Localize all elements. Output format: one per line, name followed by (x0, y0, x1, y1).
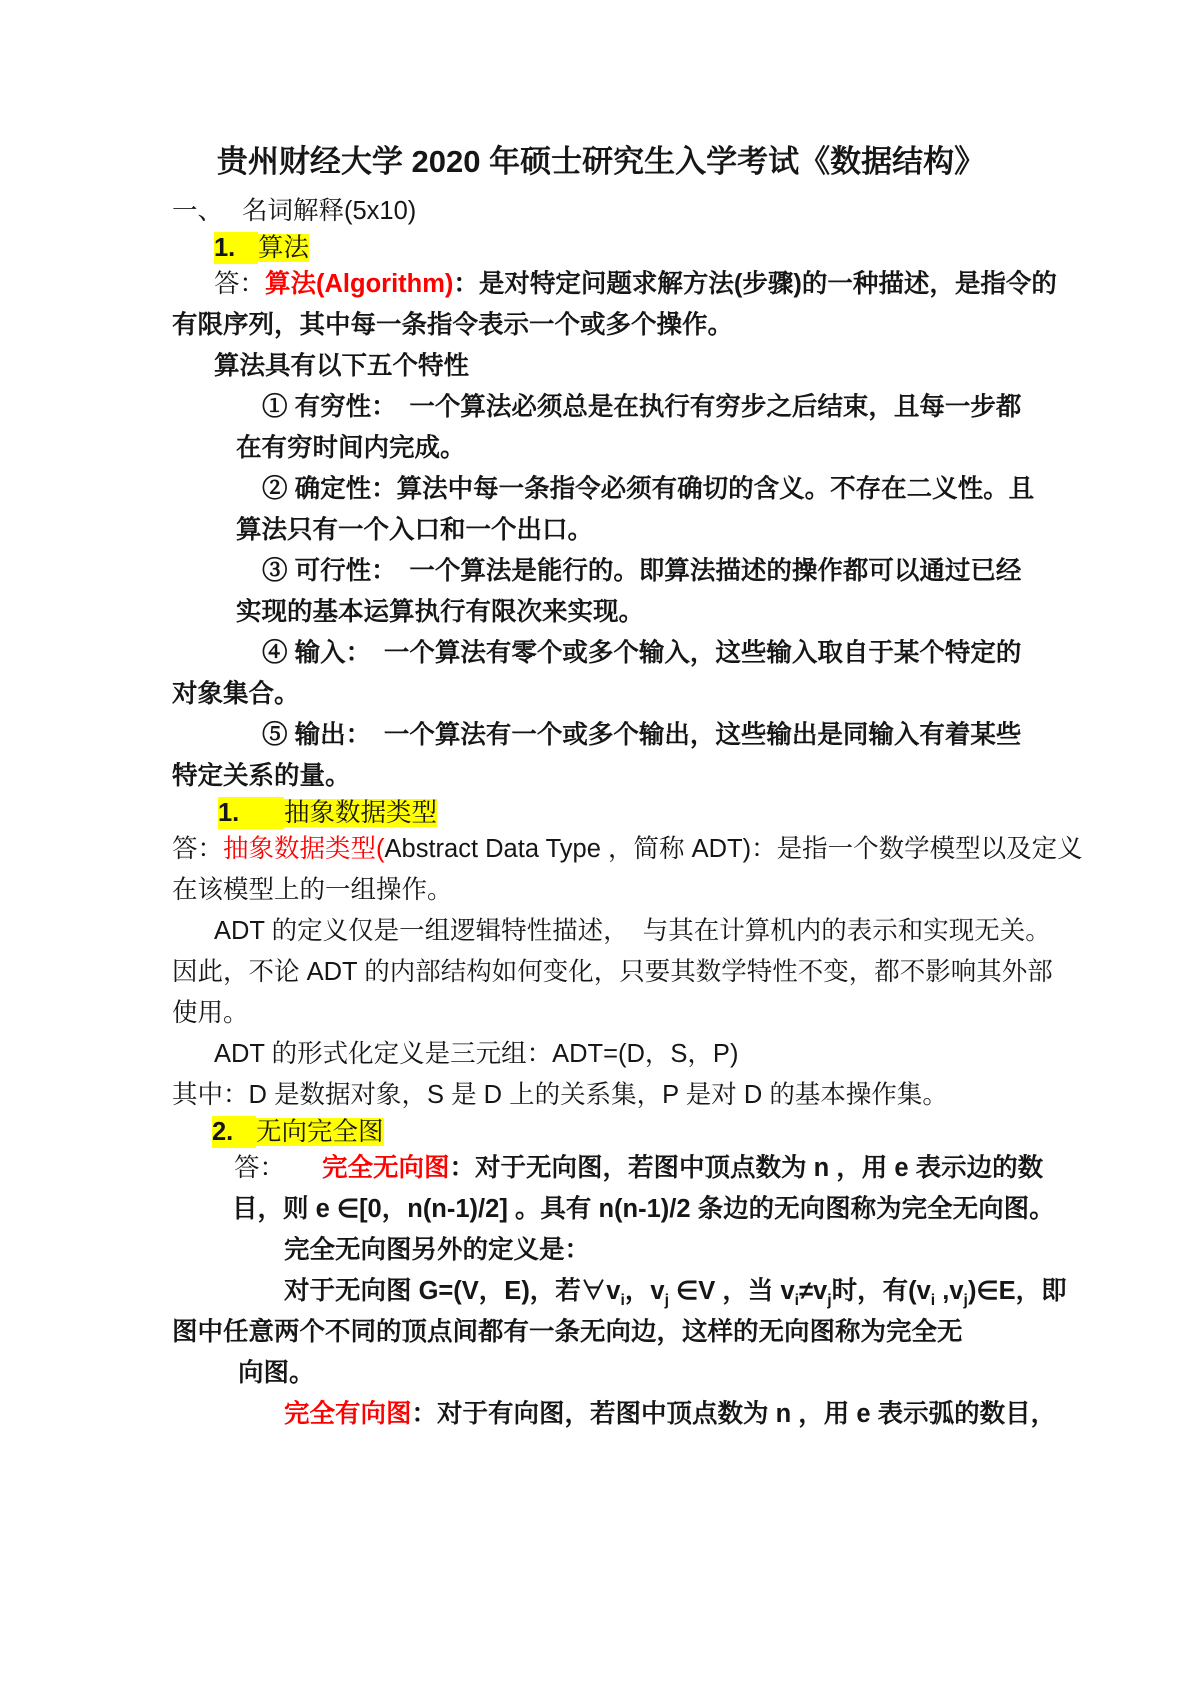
text-run: i (620, 1292, 625, 1310)
text-run: 目，则 e ∈[0，n(n-1)/2] 。具有 n(n-1)/2 条边的无向图称为完全无向图。 (232, 1195, 1055, 1223)
doc-line (262, 551, 1030, 592)
highlighted-text: 2. (212, 1116, 256, 1148)
doc-line (262, 633, 1030, 674)
doc-line (214, 911, 1051, 952)
doc-line (284, 1271, 1067, 1312)
text-run: j (827, 1292, 832, 1310)
text-run: 完全无向图另外的定义是： (284, 1236, 591, 1264)
text-run: 对于无向图 G=(V，E)，若∀v (284, 1277, 621, 1305)
highlighted-text: 无向完全图 (256, 1118, 384, 1146)
section-item-heading (212, 1116, 1030, 1148)
text-run: ⑤ 输出： 一个算法有一个或多个输出，这些输出是同输入有着某些 (262, 721, 1022, 749)
document-body (172, 191, 1083, 1435)
doc-line (172, 756, 1030, 797)
doc-line (262, 715, 1030, 756)
doc-line (172, 993, 1030, 1034)
text-run: 时，有(v (831, 1277, 931, 1305)
doc-line (214, 1034, 1030, 1075)
text-run: j (664, 1292, 669, 1310)
text-run: ADT 的形式化定义是三元组：ADT=(D，S，P) (214, 1040, 739, 1068)
text-run: ，v (624, 1277, 665, 1305)
text-run: 对象集合。 (172, 680, 300, 708)
text-run: )∈E，即 (967, 1277, 1067, 1305)
text-run: 算法具有以下五个特性 (214, 352, 470, 380)
text-run: 实现的基本运算执行有限次来实现。 (236, 598, 645, 626)
doc-line (172, 870, 1030, 911)
doc-line (284, 1230, 1030, 1271)
doc-line (284, 1394, 1057, 1435)
doc-line (236, 510, 1030, 551)
doc-line (236, 592, 1030, 633)
text-run: ③ 可行性： 一个算法是能行的。即算法描述的操作都可以通过已经 (262, 557, 1022, 585)
doc-line (262, 387, 1030, 428)
doc-line (214, 264, 1057, 305)
highlighted-text: 抽象数据类型 (284, 799, 438, 827)
doc-line (262, 469, 1035, 510)
term-text: 算法(Algorithm) (265, 270, 454, 298)
text-run: ADT 的定义仅是一组逻辑特性描述， 与其在计算机内的表示和实现无关。 (214, 917, 1051, 945)
doc-line (238, 1353, 1030, 1394)
doc-line (172, 952, 1053, 993)
text-run: 答： (172, 835, 224, 863)
text-run: ：对于无向图，若图中顶点数为 n ，用 e 表示边的数 (449, 1154, 1044, 1182)
text-run: 答： (234, 1154, 286, 1182)
text-run: ,v (935, 1277, 964, 1305)
doc-line (172, 829, 1083, 870)
document-title: 贵州财经大学 2020 年硕士研究生入学考试《数据结构》 (216, 144, 986, 179)
section-item-heading (218, 797, 1030, 829)
text-run: 在有穷时间内完成。 (236, 434, 466, 462)
text-run: 有限序列，其中每一条指令表示一个或多个操作。 (172, 311, 734, 339)
text-run: ：对于有向图，若图中顶点数为 n ，用 e 表示弧的数目， (411, 1400, 1057, 1428)
term-text: 完全无向图 (322, 1154, 450, 1182)
text-run: ② 确定性：算法中每一条指令必须有确切的含义。不存在二义性。且 (262, 475, 1035, 503)
doc-line (172, 674, 1030, 715)
text-run: 特定关系的量。 (172, 762, 351, 790)
doc-line (172, 305, 1030, 346)
term-text: 抽象数据类型( (223, 835, 385, 863)
text-run: 其中：D 是数据对象，S 是 D 上的关系集，P 是对 D 的基本操作集。 (172, 1081, 948, 1109)
doc-line (172, 1075, 1030, 1116)
doc-line (234, 1148, 1044, 1189)
text-run: 向图。 (238, 1359, 315, 1387)
text-run: ① 有穷性： 一个算法必须总是在执行有穷步之后结束，且每一步都 (262, 393, 1022, 421)
text-run: ：是对特定问题求解方法(步骤)的一种描述，是指令的 (453, 270, 1057, 298)
term-text: 完全有向图 (284, 1400, 412, 1428)
doc-line (172, 191, 1030, 232)
doc-line (236, 428, 1030, 469)
text-run: 答： (214, 270, 266, 298)
doc-line (214, 346, 1030, 387)
highlighted-text: 1. (214, 232, 258, 264)
text-run: 图中任意两个不同的顶点间都有一条无向边，这样的无向图称为完全无 (172, 1318, 963, 1346)
highlighted-text: 算法 (258, 234, 310, 262)
doc-line (232, 1189, 1055, 1230)
text-run: i (930, 1292, 936, 1310)
text-run: i (794, 1292, 800, 1310)
text-run: 一、 (172, 197, 224, 225)
text-run: 算法只有一个入口和一个出口。 (236, 516, 594, 544)
text-run: j (963, 1292, 968, 1310)
text-run: 名词解释(5x10) (242, 197, 417, 225)
text-run: 在该模型上的一组操作。 (172, 876, 453, 904)
section-item-heading (214, 232, 1030, 264)
text-run: 因此，不论 ADT 的内部结构如何变化，只要其数学特性不变，都不影响其外部 (172, 958, 1053, 986)
highlighted-text: 1. (218, 797, 284, 829)
text-run: ④ 输入： 一个算法有零个或多个输入，这些输入取自于某个特定的 (262, 639, 1022, 667)
text-run: ∈V ，当 v (668, 1277, 795, 1305)
doc-line (172, 1312, 1030, 1353)
text-run: ≠v (799, 1277, 828, 1305)
text-run: Abstract Data Type ，简称 ADT)：是指一个数学模型以及定义 (384, 835, 1083, 863)
text-run: 使用。 (172, 999, 249, 1027)
